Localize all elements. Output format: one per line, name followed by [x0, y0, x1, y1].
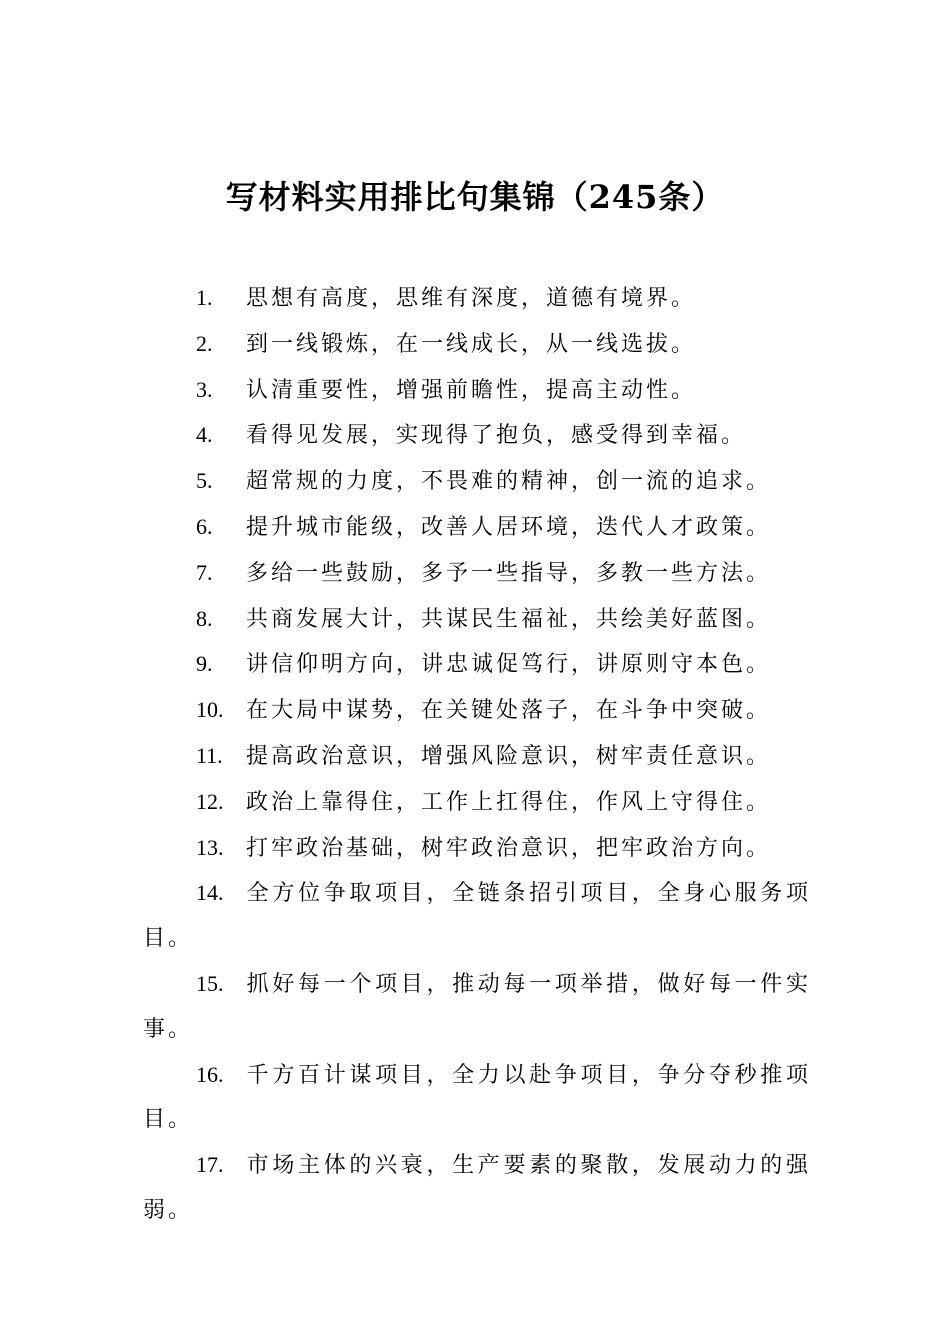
list-item — [143, 322, 811, 368]
sentence-list — [143, 276, 811, 1234]
item-number: 9. — [196, 651, 213, 677]
list-item — [143, 551, 811, 597]
list-item — [143, 780, 811, 826]
item-text: 全方位争取项目，全链条招引项目，全身心服务项目。 — [143, 881, 811, 952]
item-text: 讲信仰明方向，讲忠诚促笃行，讲原则守本色。 — [246, 652, 772, 678]
list-item — [143, 368, 811, 414]
item-number: 2. — [196, 330, 213, 356]
list-item — [143, 1143, 811, 1234]
item-text: 到一线锻炼，在一线成长，从一线选拔。 — [246, 331, 697, 357]
item-number: 13. — [196, 834, 224, 860]
item-number: 6. — [196, 513, 213, 539]
document-title: 写材料实用排比句集锦（245条） — [225, 178, 725, 216]
item-number: 12. — [196, 788, 224, 814]
list-item — [143, 413, 811, 459]
list-item — [143, 871, 811, 962]
list-item — [143, 962, 811, 1053]
item-text: 多给一些鼓励，多予一些指导，多教一些方法。 — [246, 560, 772, 586]
item-text: 共商发展大计，共谋民生福祉，共绘美好蓝图。 — [246, 606, 772, 632]
item-text: 提升城市能级，改善人居环境，迭代人才政策。 — [246, 514, 772, 540]
item-text: 抓好每一个项目，推动每一项举措，做好每一件实事。 — [143, 971, 811, 1042]
list-item — [143, 597, 811, 643]
item-text: 在大局中谋势，在关键处落子，在斗争中突破。 — [246, 698, 772, 724]
item-number: 11. — [196, 742, 223, 768]
list-item — [143, 276, 811, 322]
item-text: 思想有高度，思维有深度，道德有境界。 — [246, 286, 697, 311]
item-text: 打牢政治基础，树牢政治意识，把牢政治方向。 — [246, 835, 772, 861]
item-number: 17. — [196, 1152, 224, 1178]
item-text: 千方百计谋项目，全力以赴争项目，争分夺秒推项目。 — [143, 1062, 811, 1133]
item-text: 市场主体的兴衰，生产要素的聚散，发展动力的强弱。 — [143, 1153, 811, 1223]
item-number: 5. — [196, 468, 213, 494]
item-text: 政治上靠得住，工作上扛得住，作风上守得住。 — [246, 789, 772, 815]
item-number: 15. — [196, 970, 224, 996]
item-text: 认清重要性，增强前瞻性，提高主动性。 — [246, 377, 697, 403]
item-number: 10. — [196, 697, 224, 723]
item-text: 提高政治意识，增强风险意识，树牢责任意识。 — [246, 743, 772, 769]
item-number: 1. — [196, 285, 213, 310]
item-number: 8. — [196, 605, 213, 631]
list-item — [143, 642, 811, 688]
list-item — [143, 688, 811, 734]
item-text: 超常规的力度，不畏难的精神，创一流的追求。 — [246, 469, 772, 495]
item-number: 4. — [196, 422, 213, 448]
item-number: 3. — [196, 376, 213, 402]
list-item — [143, 505, 811, 551]
list-item — [143, 459, 811, 505]
list-item — [143, 734, 811, 780]
list-item — [143, 826, 811, 872]
item-number: 7. — [196, 559, 213, 585]
list-item — [143, 1053, 811, 1144]
item-number: 16. — [196, 1061, 224, 1087]
item-text: 看得见发展，实现得了抱负，感受得到幸福。 — [246, 423, 747, 449]
item-number: 14. — [196, 880, 224, 906]
